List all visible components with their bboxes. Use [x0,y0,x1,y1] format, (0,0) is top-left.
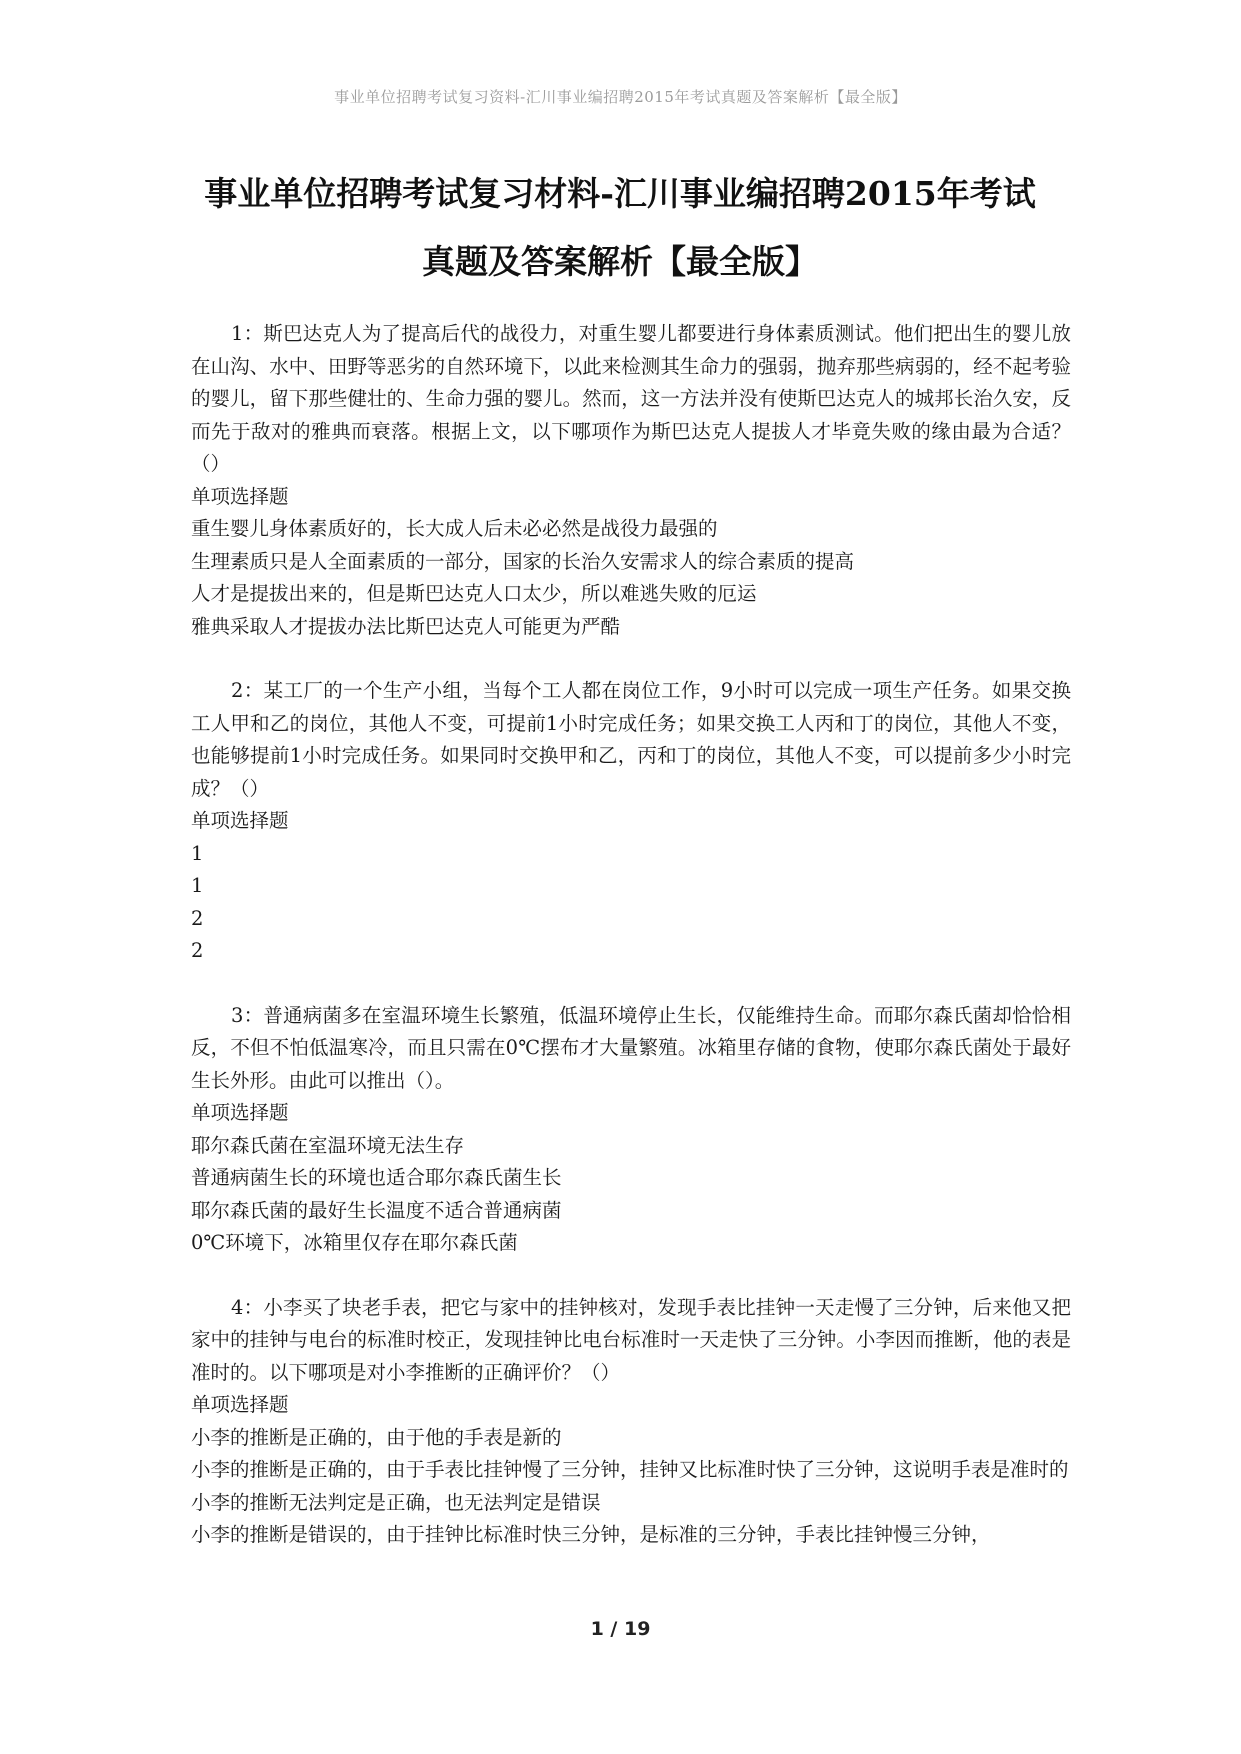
option-c: 2 [191,906,204,930]
question-type-label: 单项选择题 [191,1101,289,1124]
option-d: 0℃环境下，冰箱里仅存在耶尔森氏菌 [191,1231,518,1254]
option-b: 小李的推断是正确的，由于手表比挂钟慢了三分钟，挂钟又比标准时快了三分钟，这说明手表是准时的 [191,1458,1069,1481]
question-stem: 1：斯巴达克人为了提高后代的战役力，对重生婴儿都要进行身体素质测试。他们把出生的婴儿放在山沟、水中、田野等恶劣的自然环境下，以此来检测其生命力的强弱，抛弃那些病弱的，经不起考验的婴儿，留下那些健壮的、生命力强的婴儿。然而，这一方法并没有使斯巴达克人的城邦长治久安，反而先于敌对的雅典而衰落。根据上文，以下哪项作为斯巴达克人提拔人才毕竟失败的缘由最为合适？（） [191,322,1071,475]
option-c: 小李的推断无法判定是正确，也无法判定是错误 [191,1490,601,1514]
question-3 [191,1000,1071,1260]
question-list [191,318,1071,1584]
option-a: 重生婴儿身体素质好的，长大成人后未必必然是战役力最强的 [191,517,718,540]
option-b: 生理素质只是人全面素质的一部分，国家的长治久安需求人的综合素质的提高 [191,549,855,573]
option-d: 小李的推断是错误的，由于挂钟比标准时快三分钟，是标准的三分钟，手表比挂钟慢三分钟， [191,1523,991,1546]
question-2 [191,675,1071,968]
option-a: 1 [191,841,204,865]
document-title-line-2: 真题及答案解析【最全版】 [422,242,818,281]
option-b: 普通病菌生长的环境也适合耶尔森氏菌生长 [191,1166,562,1189]
question-type-label: 单项选择题 [191,484,289,508]
question-stem: 3：普通病菌多在室温环境生长繁殖，低温环境停止生长，仅能维持生命。而耶尔森氏菌却恰恰相反，不但不怕低温寒冷，而且只需在0℃摆布才大量繁殖。冰箱里存储的食物，使耶尔森氏菌处于最好生长外形。由此可以推出（）。 [191,1003,1071,1092]
option-c: 人才是提拔出来的，但是斯巴达克人口太少，所以难逃失败的厄运 [191,582,757,605]
option-list [191,838,1071,968]
question-1 [191,318,1071,643]
option-d: 2 [191,939,204,962]
document-title-line-1: 事业单位招聘考试复习材料-汇川事业编招聘2015年考试 [204,174,1036,213]
running-header: 事业单位招聘考试复习资料-汇川事业编招聘2015年考试真题及答案解析【最全版】 [334,88,907,106]
option-d: 雅典采取人才提拔办法比斯巴达克人可能更为严酷 [191,614,621,638]
option-b: 1 [191,874,204,897]
option-c: 耶尔森氏菌的最好生长温度不适合普通病菌 [191,1198,562,1222]
option-list [191,513,1071,643]
option-a: 耶尔森氏菌在室温环境无法生存 [191,1133,465,1157]
page-number: 1 / 19 [590,1618,651,1640]
option-a: 小李的推断是正确的，由于他的手表是新的 [191,1425,562,1449]
question-4 [191,1292,1071,1552]
option-list [191,1130,1071,1260]
document-title [150,160,1090,296]
question-stem: 2：某工厂的一个生产小组，当每个工人都在岗位工作，9小时可以完成一项生产任务。如果交换工人甲和乙的岗位，其他人不变，可提前1小时完成任务；如果交换工人丙和丁的岗位，其他人不变，也能够提前1小时完成任务。如果同时交换甲和乙，丙和丁的岗位，其他人不变，可以提前多少小时完成？（） [191,679,1071,800]
question-type-label: 单项选择题 [191,1393,289,1416]
question-type-label: 单项选择题 [191,809,289,832]
option-list [191,1422,1071,1552]
question-stem: 4：小李买了块老手表，把它与家中的挂钟核对，发现手表比挂钟一天走慢了三分钟，后来他又把家中的挂钟与电台的标准时校正，发现挂钟比电台标准时一天走快了三分钟。小李因而推断，他的表是准时的。以下哪项是对小李推断的正确评价？（） [191,1295,1071,1384]
